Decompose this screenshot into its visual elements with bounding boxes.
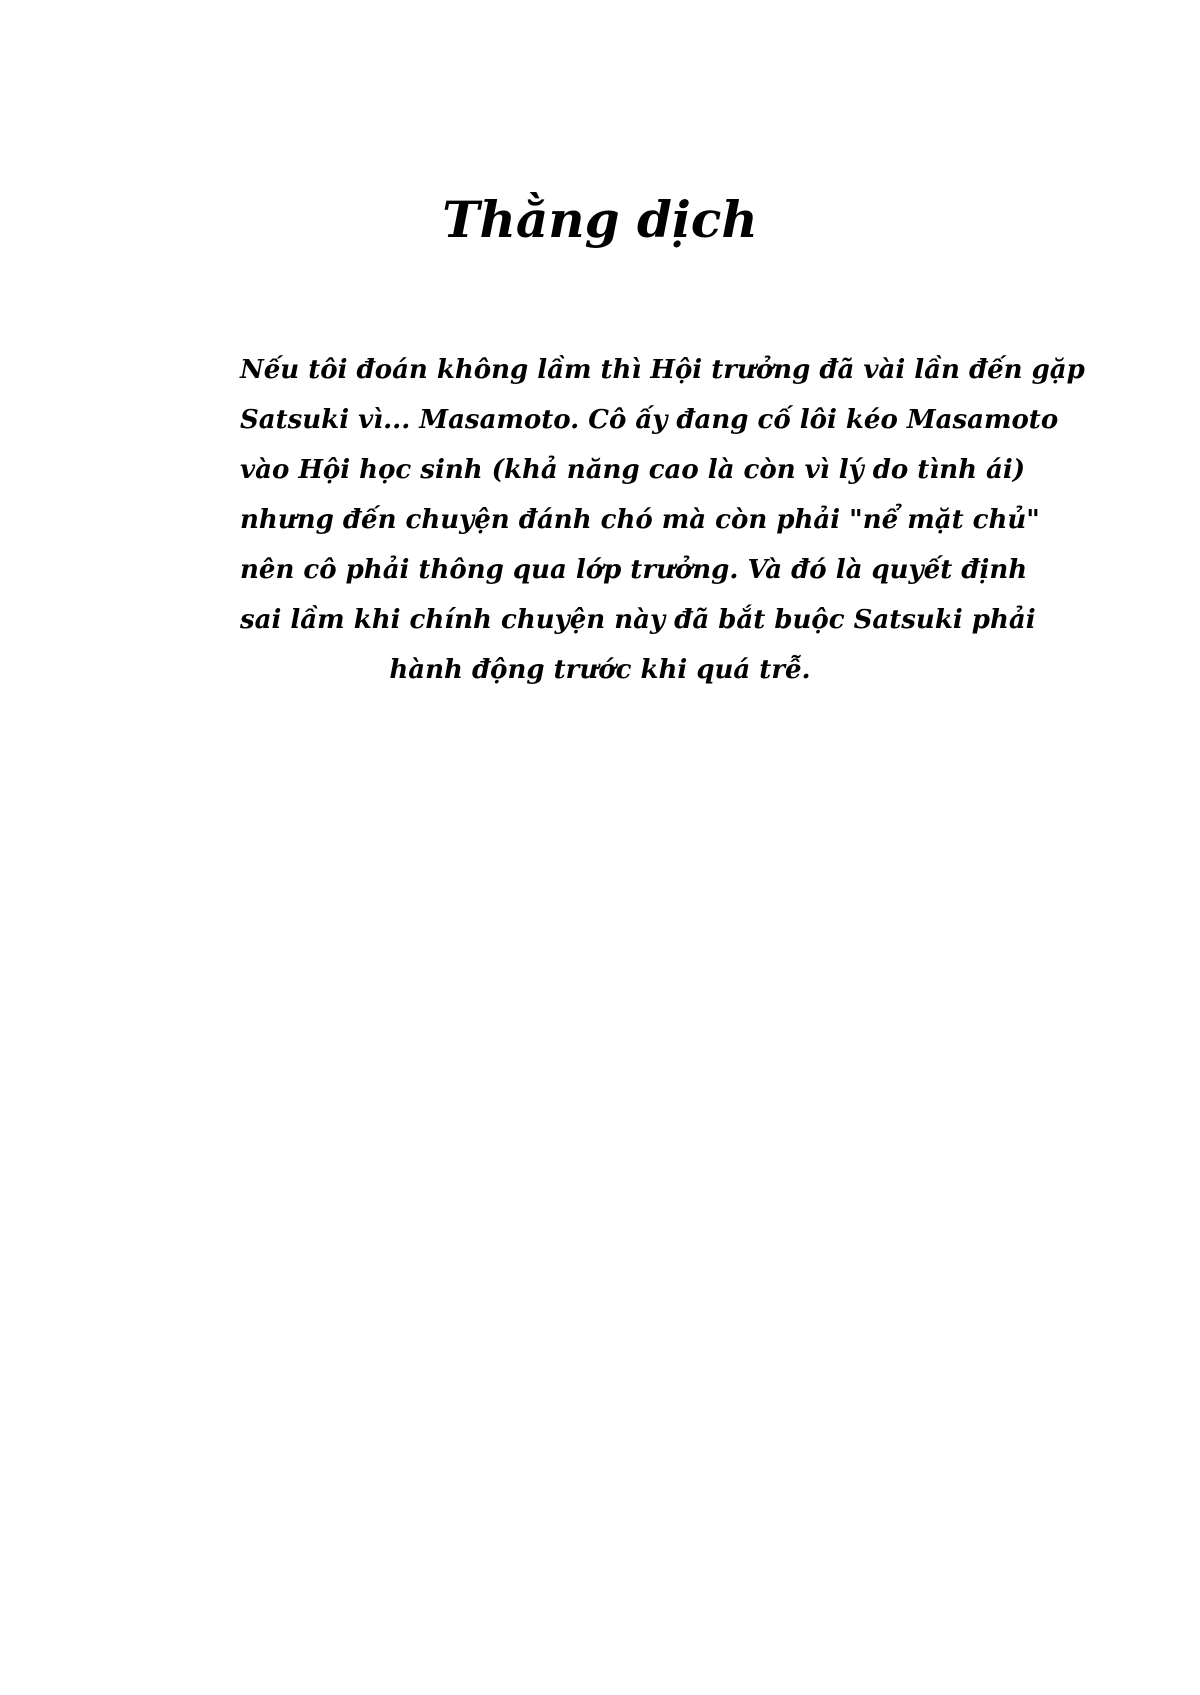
body-paragraph [240,345,1085,695]
paragraph-line: sai lầm khi chính chuyện này đã bắt buộc Satsuki phải [240,605,1036,635]
paragraph-line: nên cô phải thông qua lớp trưởng. Và đó là quyết định [240,555,1028,585]
paragraph-line: hành động trước khi quá trễ. [389,655,811,685]
paragraph-line: nhưng đến chuyện đánh chó mà còn phải "nể mặt chủ" [240,505,1040,535]
paragraph-line: vào Hội học sinh (khả năng cao là còn vì lý do tình ái) [240,455,1026,485]
page-title: Thằng dịch [442,190,758,249]
paragraph-line: Satsuki vì... Masamoto. Cô ấy đang cố lôi kéo Masamoto [240,405,1059,435]
paragraph-line: Nếu tôi đoán không lầm thì Hội trưởng đã vài lần đến gặp [240,355,1085,385]
